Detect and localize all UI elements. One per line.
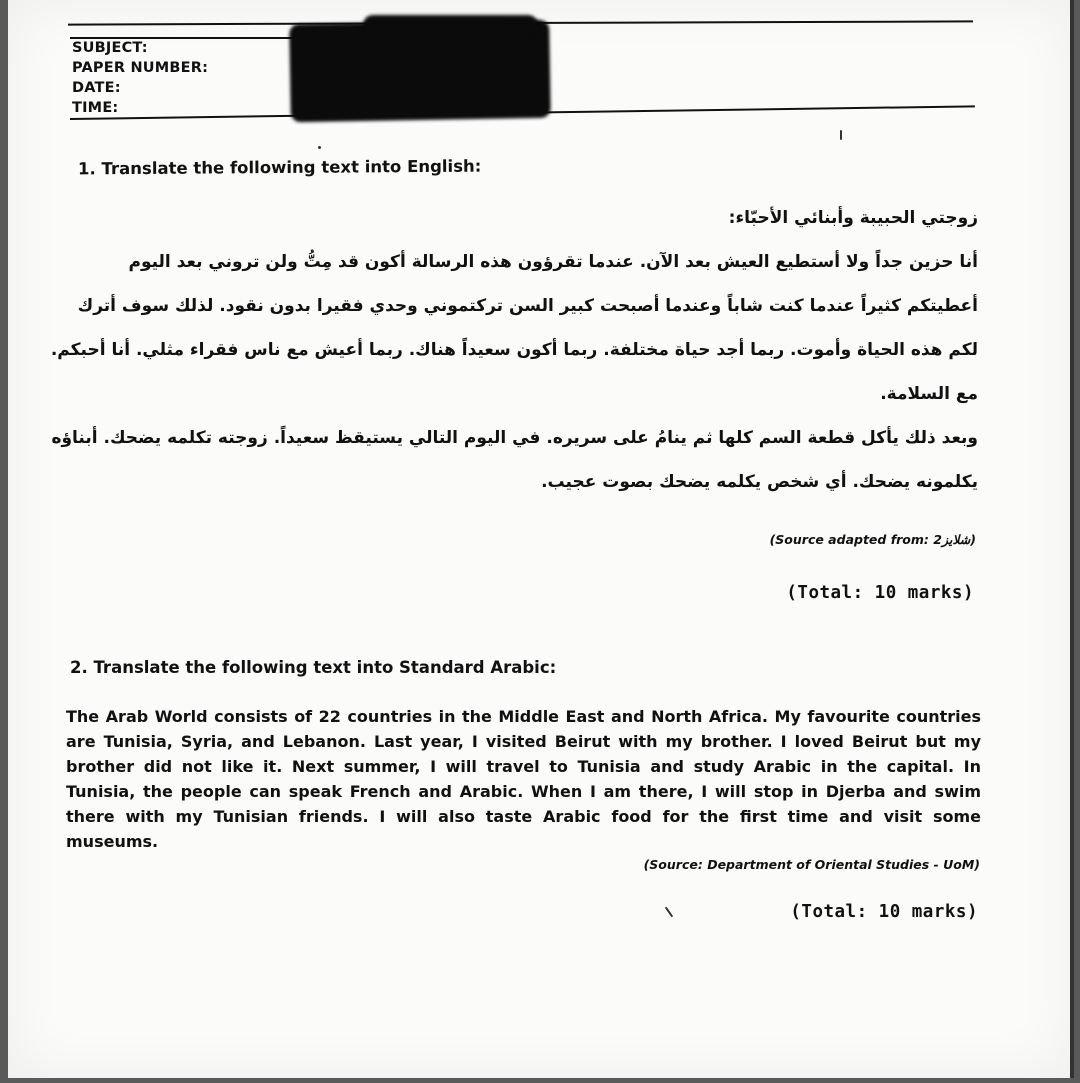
scan-speck — [318, 146, 321, 149]
question-1-title: 1. Translate the following text into English: — [77, 156, 482, 179]
arabic-line: أعطيتكم كثيراً عندما كنت شاباً وعندما أصبحت كبير السن تركتموني وحدي فقيرا بدون نقود. لذلك سوف أترك — [77, 296, 978, 316]
scan-speck — [840, 130, 842, 140]
exam-header — [72, 38, 208, 118]
date-label: DATE: — [72, 80, 121, 96]
arabic-line: وبعد ذلك يأكل قطعة السم كلها ثم ينامُ على سريره. في اليوم التالي يستيقظ سعيداً. زوجته تكلمه يضحك. أبناؤه — [51, 428, 978, 448]
question-2-title: 2. Translate the following text into Standard Arabic: — [70, 658, 557, 677]
scan-speck — [665, 907, 674, 918]
paper-number-label: PAPER NUMBER: — [72, 60, 209, 76]
redacted-header-values-top — [363, 15, 538, 37]
question-1-total: (Total: 10 marks) — [786, 583, 974, 603]
question-2-english-text: The Arab World consists of 22 countries in the Middle East and North Africa. My favourite countries are Tunisia, Syria, and Lebanon. Last year, I visited Beirut with my brother. I loved Beirut but my brother did not like it. Next summer, I will travel to Tunisia and study Arabic in the capital. In Tunisia, the people can speak French and Arabic. When I am there, I will stop in Djerba and swim there with my Tunisian friends. I will also taste Arabic food for the first time and visit some museums. — [66, 707, 981, 851]
arabic-line: لكم هذه الحياة وأموت. ربما أجد حياة مختلفة. ربما أكون سعيداً هناك. ربما أعيش مع ناس فقراء مثلي. أنا أحبكم. — [50, 340, 978, 360]
time-label: TIME: — [72, 100, 119, 116]
question-1-arabic-text — [50, 196, 978, 504]
question-2-source: (Source: Department of Oriental Studies - UoM) — [643, 857, 980, 872]
arabic-line: مع السلامة. — [880, 384, 978, 404]
question-2-total: (Total: 10 marks) — [790, 902, 978, 922]
arabic-line: يكلمونه يضحك. أي شخص يكلمه يضحك بصوت عجيب. — [541, 472, 978, 492]
arabic-line: زوجتي الحبيبة وأبنائي الأحبّاء: — [728, 208, 978, 228]
arabic-line: أنا حزين جداً ولا أستطيع العيش بعد الآن. عندما تقرؤون هذه الرسالة أكون قد مِتُّ ولن تروني بعد اليوم — [128, 252, 978, 272]
subject-label: SUBJECT: — [72, 40, 148, 56]
page-edge — [1070, 0, 1074, 1078]
exam-page — [8, 0, 1074, 1078]
question-1-source: (Source adapted from: 2شلايز) — [769, 532, 976, 547]
